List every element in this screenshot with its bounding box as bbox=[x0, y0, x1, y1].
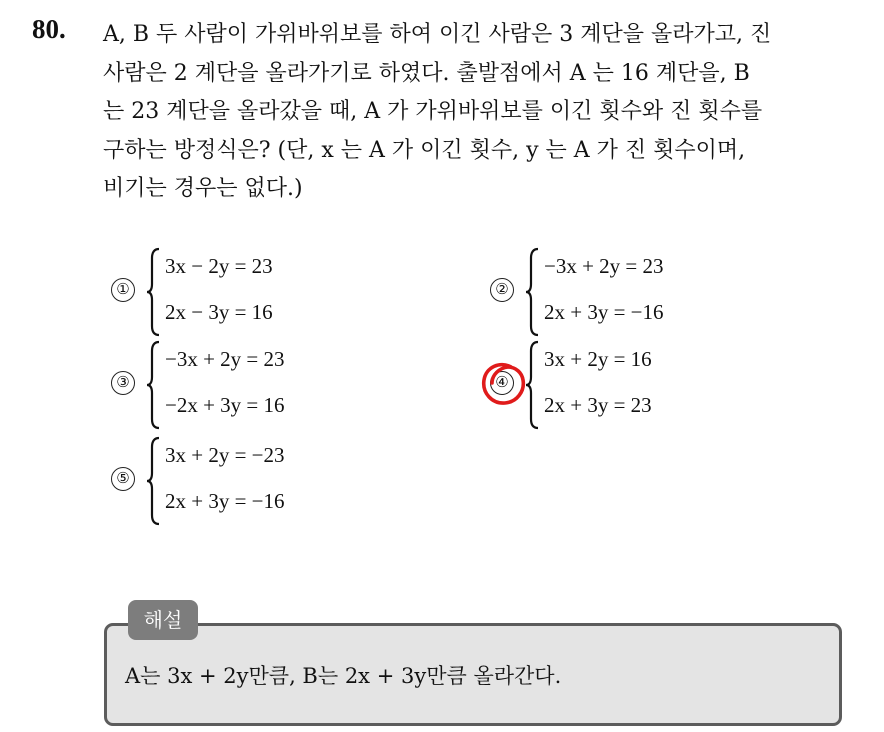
choice-number: ② bbox=[490, 278, 514, 302]
choice-1[interactable] bbox=[111, 246, 431, 338]
equation-top: 3x − 2y = 23 bbox=[165, 254, 273, 278]
question-text bbox=[103, 16, 863, 209]
explanation-label: 해설 bbox=[128, 600, 198, 640]
choice-5[interactable] bbox=[111, 435, 431, 527]
left-brace-icon bbox=[145, 435, 161, 527]
question-line: 는 23 계단을 올라갔을 때, A 가 가위바위보를 이긴 횟수와 진 횟수를 bbox=[103, 99, 763, 124]
equation-top: −3x + 2y = 23 bbox=[544, 254, 664, 278]
equation-top: 3x + 2y = 16 bbox=[544, 347, 652, 371]
choice-number: ① bbox=[111, 278, 135, 302]
left-brace-icon bbox=[145, 246, 161, 338]
question-line: 구하는 방정식은? (단, x 는 A 가 이긴 횟수, y 는 A 가 진 횟수이며, bbox=[103, 137, 746, 163]
equation-bottom: 2x + 3y = −16 bbox=[165, 489, 285, 513]
equation-bottom: 2x − 3y = 16 bbox=[165, 300, 273, 324]
question-line: 비기는 경우는 없다.) bbox=[103, 176, 303, 201]
left-brace-icon bbox=[524, 339, 540, 431]
left-brace-icon bbox=[145, 339, 161, 431]
equation-bottom: 2x + 3y = −16 bbox=[544, 300, 664, 324]
equation-top: −3x + 2y = 23 bbox=[165, 347, 285, 371]
choice-3[interactable] bbox=[111, 339, 431, 431]
left-brace-icon bbox=[524, 246, 540, 338]
equation-bottom: 2x + 3y = 23 bbox=[544, 393, 652, 417]
explanation-text: A는 3x + 2y만큼, B는 2x + 3y만큼 올라간다. bbox=[125, 664, 562, 688]
choice-number: ④ bbox=[490, 371, 514, 395]
question-line: A, B 두 사람이 가위바위보를 하여 이긴 사람은 3 계단을 올라가고, 진 bbox=[103, 22, 772, 47]
equation-bottom: −2x + 3y = 16 bbox=[165, 393, 285, 417]
question-line: 사람은 2 계단을 올라가기로 하였다. 출발점에서 A 는 16 계단을, B bbox=[103, 60, 750, 86]
choice-2[interactable] bbox=[490, 246, 810, 338]
equation-top: 3x + 2y = −23 bbox=[165, 443, 285, 467]
question-number: 80. bbox=[32, 14, 66, 44]
choice-4[interactable] bbox=[490, 339, 810, 431]
choice-number: ⑤ bbox=[111, 467, 135, 491]
choice-number: ③ bbox=[111, 371, 135, 395]
